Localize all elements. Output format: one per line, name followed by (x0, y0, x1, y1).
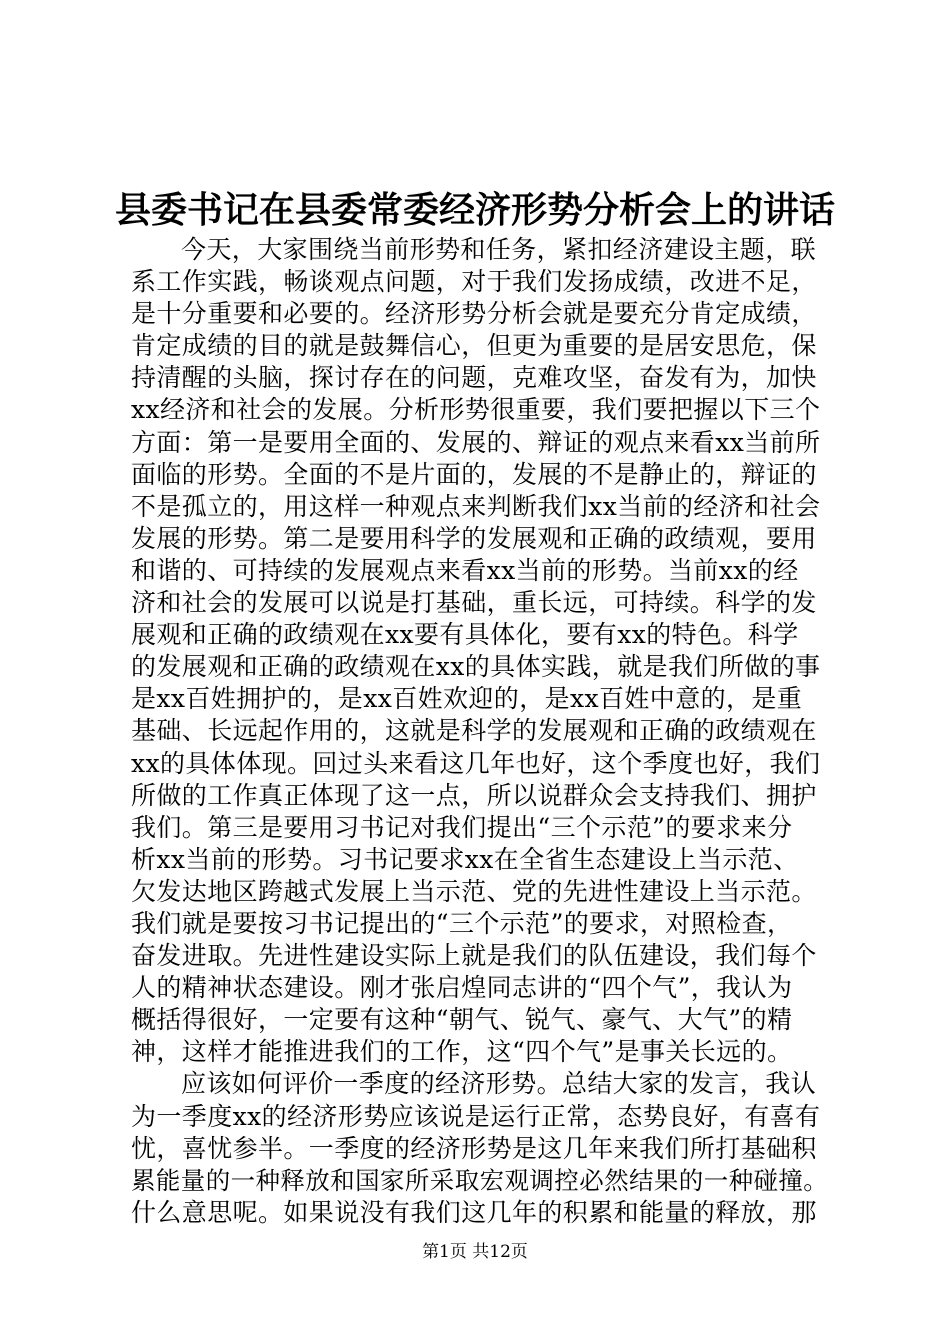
body-line: 神，这样才能推进我们的工作，这“四个气”是事关长远的。 (131, 1037, 793, 1067)
body-line: 我们。第三是要用习书记对我们提出“三个示范”的要求来分 (131, 812, 793, 842)
body-line: 肯定成绩的目的就是鼓舞信心，但更为重要的是居安思危，保 (131, 331, 817, 361)
body-line: 展观和正确的政绩观在xx要有具体化，要有xx的特色。科学 (131, 620, 799, 650)
body-line: 欠发达地区跨越式发展上当示范、党的先进性建设上当示范。 (131, 876, 817, 906)
body-line: 应该如何评价一季度的经济形势。总结大家的发言，我认 (181, 1069, 817, 1099)
page-footer: 第1页 共12页 (422, 1242, 528, 1262)
body-line: 是十分重要和必要的。经济形势分析会就是要充分肯定成绩， (131, 299, 817, 329)
body-line: 忧，喜忧参半。一季度的经济形势是这几年来我们所打基础积 (131, 1133, 817, 1163)
body-line: xx的具体体现。回过头来看这几年也好，这个季度也好，我们 (131, 748, 821, 778)
body-line: 持清醒的头脑，探讨存在的问题，克难攻坚，奋发有为，加快 (131, 363, 817, 393)
body-line: 的发展观和正确的政绩观在xx的具体实践，就是我们所做的事 (131, 652, 821, 682)
body-line: 基础、长远起作用的，这就是科学的发展观和正确的政绩观在 (131, 716, 817, 746)
document-body (131, 234, 831, 1229)
body-line: 发展的形势。第二是要用科学的发展观和正确的政绩观，要用 (131, 523, 817, 553)
body-line: 什么意思呢。如果说没有我们这几年的积累和能量的释放，那 (131, 1197, 817, 1227)
body-line: 累能量的一种释放和国家所采取宏观调控必然结果的一种碰撞。 (131, 1165, 829, 1195)
document-title: 县委书记在县委常委经济形势分析会上的讲话 (114, 189, 835, 231)
body-line: 奋发进取。先进性建设实际上就是我们的队伍建设，我们每个 (131, 941, 817, 971)
body-line: 今天，大家围绕当前形势和任务，紧扣经济建设主题，联 (181, 235, 817, 264)
body-line: xx经济和社会的发展。分析形势很重要，我们要把握以下三个 (131, 395, 821, 425)
body-line: 为一季度xx的经济形势应该说是运行正常，态势良好，有喜有 (131, 1101, 821, 1131)
body-line: 济和社会的发展可以说是打基础，重长远，可持续。科学的发 (131, 588, 817, 618)
body-line: 和谐的、可持续的发展观点来看xx当前的形势。当前xx的经 (131, 555, 799, 585)
body-line: 所做的工作真正体现了这一点，所以说群众会支持我们、拥护 (131, 780, 817, 810)
body-line: 我们就是要按习书记提出的“三个示范”的要求，对照检查， (131, 908, 793, 938)
body-line: 系工作实践，畅谈观点问题，对于我们发扬成绩，改进不足， (131, 267, 817, 297)
body-line: 面临的形势。全面的不是片面的，发展的不是静止的，辩证的 (131, 459, 817, 489)
body-line: 是xx百姓拥护的，是xx百姓欢迎的，是xx百姓中意的，是重 (131, 684, 803, 714)
body-line: 概括得很好，一定要有这种“朝气、锐气、豪气、大气”的精 (131, 1005, 793, 1035)
body-line: 析xx当前的形势。习书记要求xx在全省生态建设上当示范、 (131, 844, 799, 874)
body-line: 方面：第一是要用全面的、发展的、辩证的观点来看xx当前所 (131, 427, 821, 457)
body-line: 不是孤立的，用这样一种观点来判断我们xx当前的经济和社会 (131, 491, 821, 521)
body-line: 人的精神状态建设。刚才张启煌同志讲的“四个气”，我认为 (131, 973, 793, 1003)
